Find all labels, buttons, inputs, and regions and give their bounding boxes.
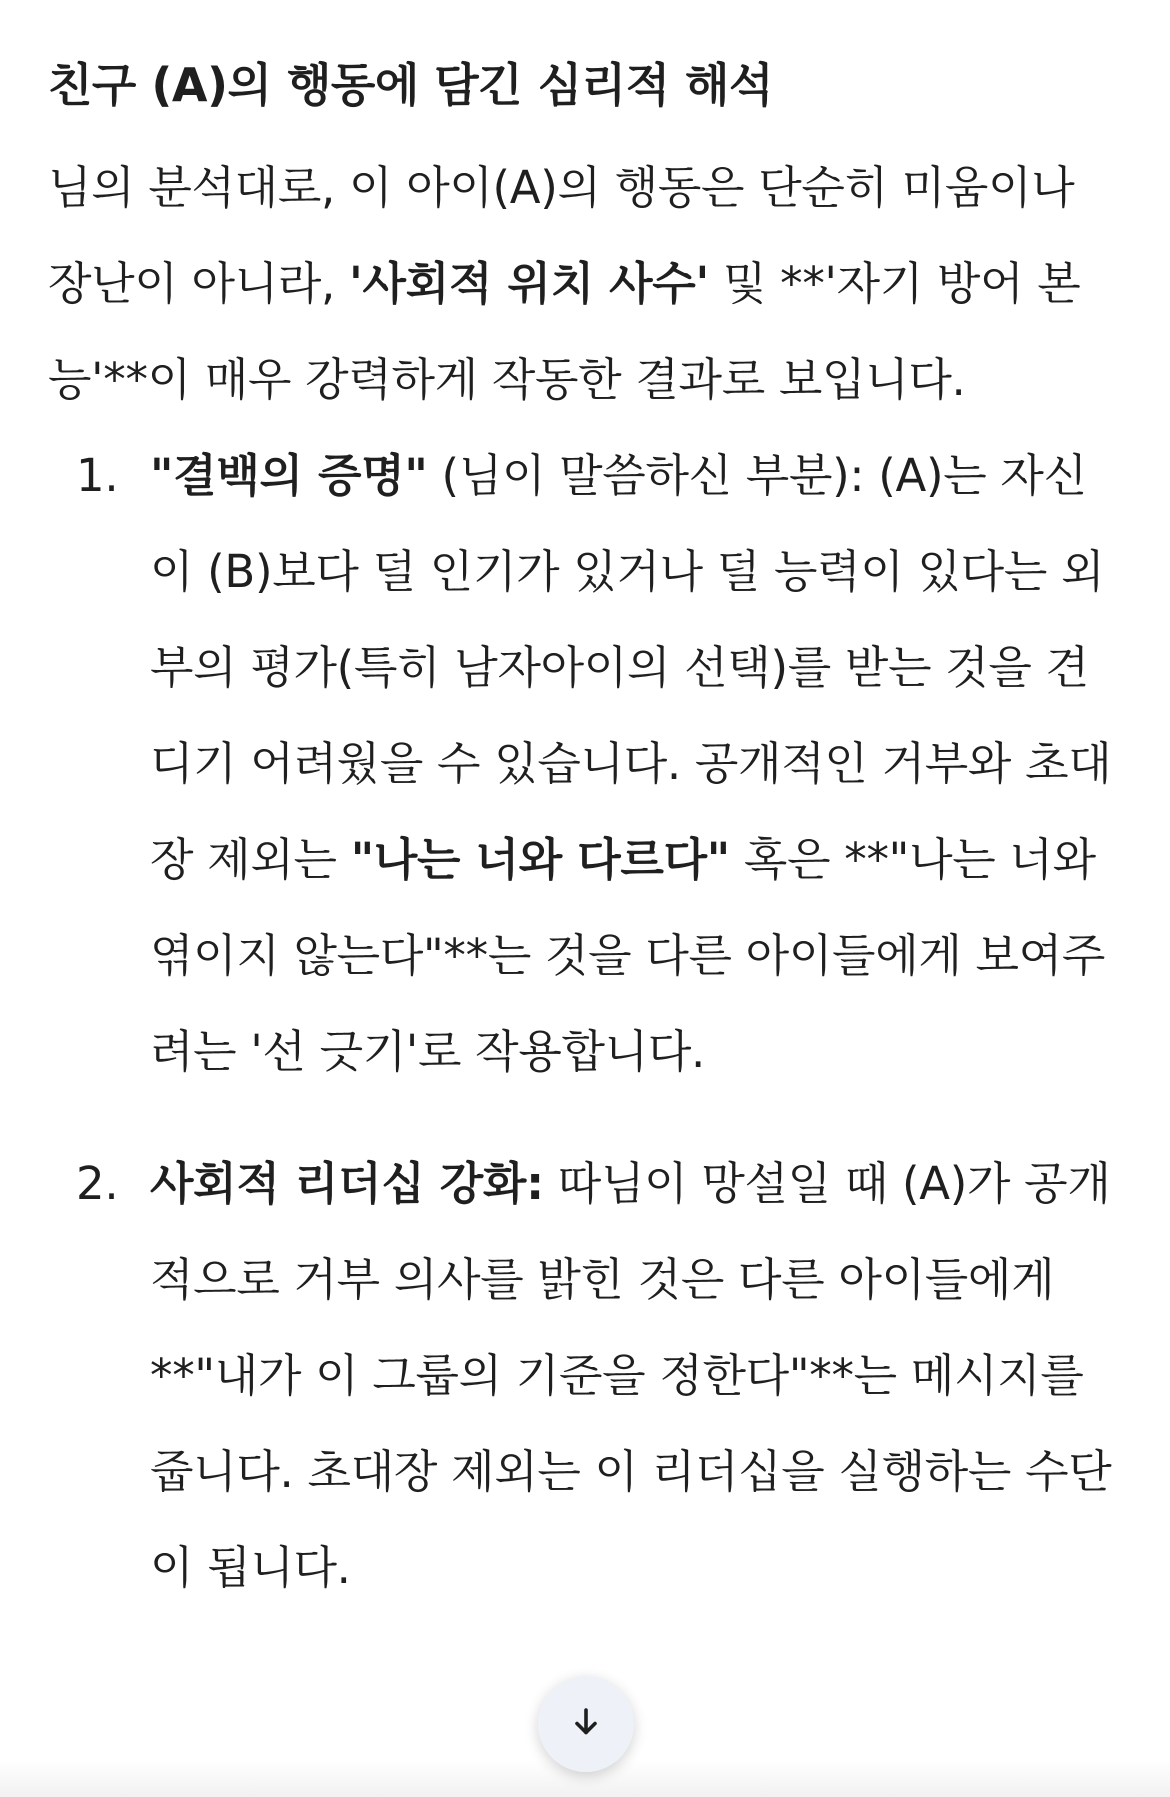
- intro-bold-term: '사회적 위치 사수': [349, 257, 709, 310]
- list-item-number: 2.: [76, 1157, 119, 1210]
- interpretation-list: [48, 428, 1128, 1616]
- list-item-title: 사회적 리더십 강화:: [150, 1157, 544, 1210]
- intro-paragraph: [48, 140, 1128, 428]
- list-item-title: "결백의 증명": [150, 449, 428, 502]
- list-item-2: [48, 1136, 1128, 1616]
- scroll-to-bottom-button[interactable]: [538, 1676, 634, 1772]
- list-item-bold-quote: "나는 너와 다르다": [350, 833, 730, 886]
- list-item-text: [150, 428, 1128, 1100]
- intro-lead: 님의 분석대로, 이 아이(A)의 행동은 단순히 미움이나 장난이 아니라,: [48, 161, 1075, 310]
- list-item-tail: 혹은 **"나는 너와 엮이지 않는다"**는 것을 다른 아이들에게 보여주려는 '선 긋기'로 작용합니다.: [150, 833, 1106, 1078]
- list-item-number: 1.: [76, 449, 119, 502]
- arrow-down-icon: [568, 1704, 604, 1744]
- list-item-text: [150, 1136, 1128, 1616]
- list-item-body: 따님이 망설일 때 (A)가 공개적으로 거부 의사를 밝힌 것은 다른 아이들에게 **"내가 이 그룹의 기준을 정한다"**는 메시지를 줍니다. 초대장 제외는 이 리더십을 실행하는 수단이 됩니다.: [150, 1157, 1112, 1594]
- list-item-1: [48, 428, 1128, 1100]
- section-heading: 친구 (A)의 행동에 담긴 심리적 해석: [48, 58, 773, 112]
- response-content: [48, 30, 1128, 1616]
- list-item-subtitle: (님이 말씀하신 부분): (A)는 자신이 (B)보다 덜 인기가 있거나 덜 능력이 있다는 외부의 평가(특히 남자아이의 선택)를 받는 것을 견디기 어려웠을 수 있습니다. 공개적인 거부와 초대장 제외는: [150, 449, 1112, 886]
- intro-rest: 및 **'자기 방어 본능'**이 매우 강력하게 작동한 결과로 보입니다.: [48, 257, 1081, 406]
